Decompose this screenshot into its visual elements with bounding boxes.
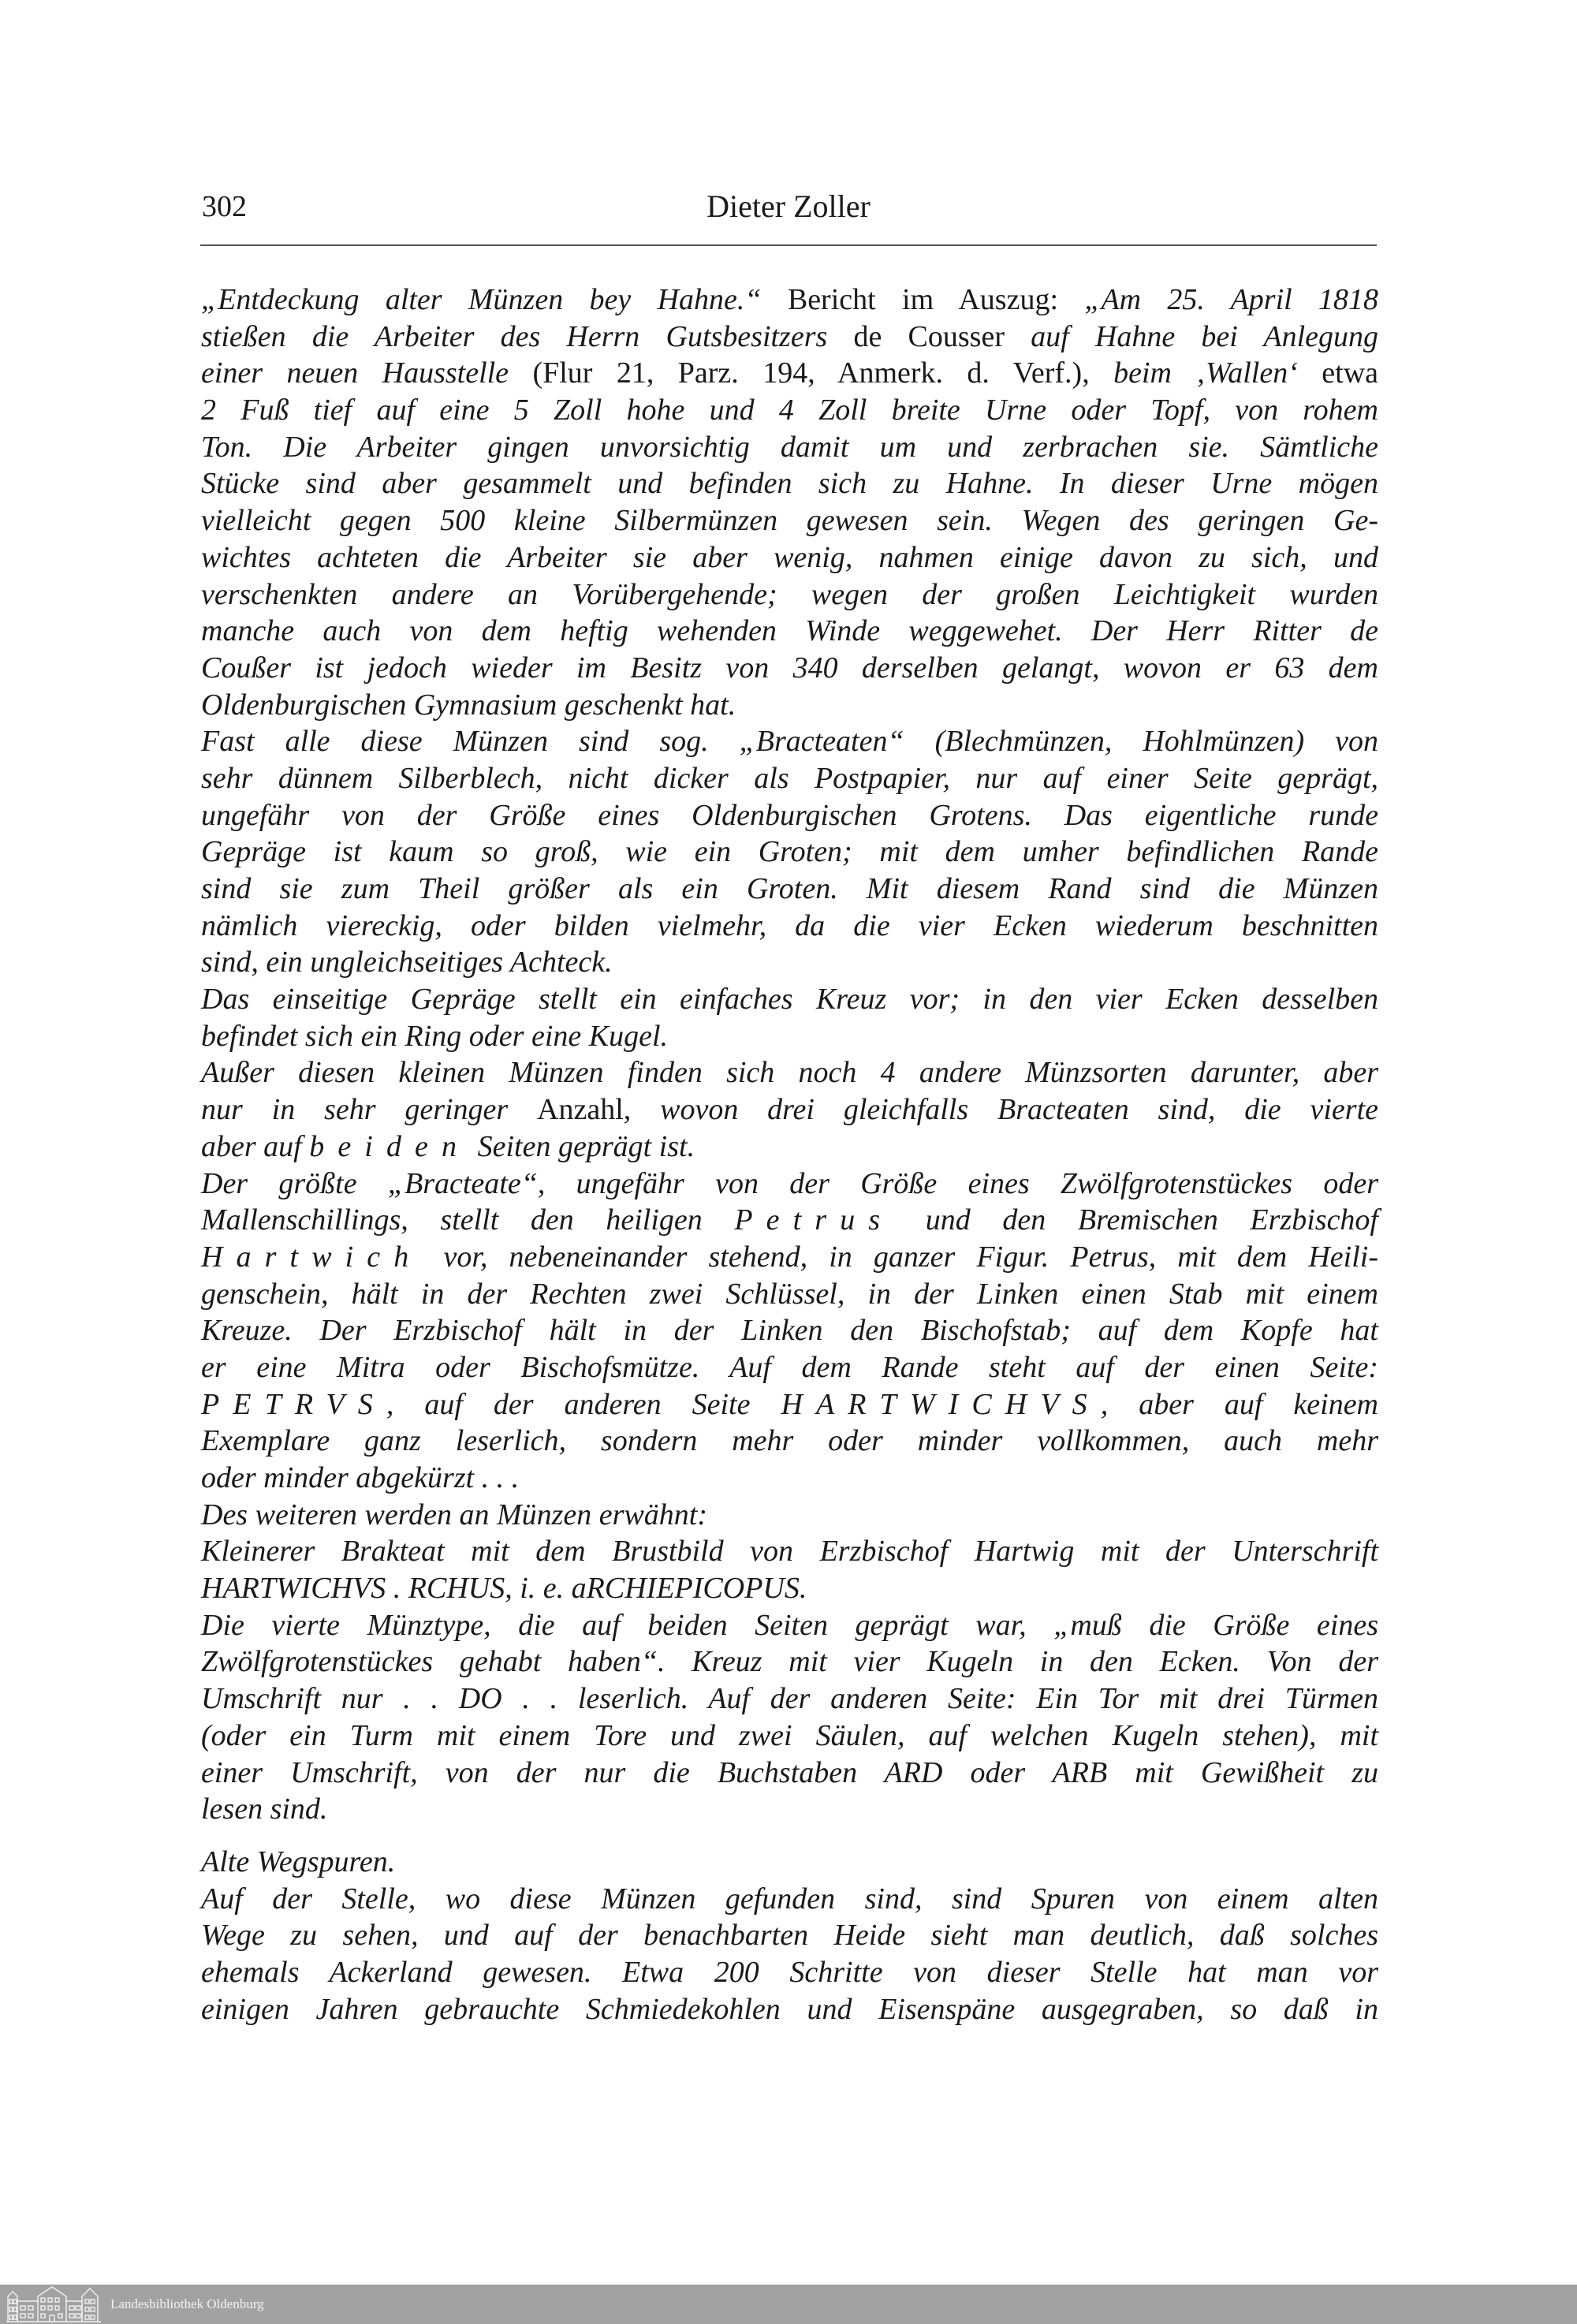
text-segment: Auf der Stelle, wo diese Münzen gefunden sind, sind Spuren von einem alten [201,1882,1378,1916]
text-segment: befindet sich ein Ring oder eine Kugel. [201,1019,669,1053]
text-line [201,1791,1378,1828]
footer-bar [0,2285,1577,2324]
text-line [201,1276,1378,1313]
text-segment: lesen sind. [201,1792,328,1826]
text-line [201,1460,1378,1497]
text-segment: sehr dünnem Silberblech, nicht dicker als Postpapier, nur auf einer Seite geprägt, [201,761,1378,795]
text-line [201,1954,1378,1991]
text-segment: stießen die Arbeiter des Herrn Gutsbesitzers [201,319,854,353]
text-segment: sind, ein ungleichseitiges Achteck. [201,946,613,979]
text-segment: auf Hahne bei Anlegung [1031,319,1378,353]
text-segment: ungefähr von der Größe eines Oldenburgischen Grotens. Das eigentliche runde [201,798,1378,832]
text-segment: „Entdeckung alter Münzen bey Hahne.“ [201,283,788,316]
library-name: Landesbibliothek Oldenburg [110,2296,264,2311]
body-text [201,282,1378,2027]
text-line [201,944,1378,981]
text-segment: einer Umschrift, von der nur die Buchstaben ARD oder ARB mit Gewißheit zu [201,1755,1378,1789]
text-segment: er eine Mitra oder Bischofsmütze. Auf dem Rande steht auf der einen Seite: [201,1350,1378,1384]
text-segment: Oldenburgischen Gymnasium geschenkt hat. [201,688,736,722]
text-segment: de Cousser [853,319,1031,353]
text-segment: Hartwich [201,1240,423,1274]
text-segment: sind sie zum Theil größer als ein Groten. Mit diesem Rand sind die Münzen [201,872,1378,905]
text-segment: , auf der anderen Seite [386,1387,781,1421]
text-line [201,576,1378,614]
text-segment: , wovon drei gleichfalls Bracteaten sind, die vierte [623,1093,1379,1127]
text-line [201,1917,1378,1954]
text-segment: etwa [1322,356,1378,390]
text-line [201,834,1378,871]
text-segment: , aber auf keinem [1100,1387,1378,1421]
text-segment: nämlich viereckig, oder bilden vielmehr, da die vier Ecken wiederum beschnitten [201,908,1378,942]
text-line [201,871,1378,908]
text-segment: HARTWICHVS . RCHUS, i. e. aRCHIEPICOPUS. [201,1572,807,1606]
text-line [201,981,1378,1018]
text-line [201,1239,1378,1276]
text-segment: Fast alle diese Münzen sind sog. „Bracteaten“ (Blechmünzen, Hohlmünzen) von [201,725,1378,759]
text-line [201,1681,1378,1718]
page-number: 302 [202,190,247,223]
text-segment: einigen Jahren gebrauchte Schmiedekohlen und Eisenspäne ausgegraben, so daß in [201,1992,1378,2026]
text-segment: nur in sehr geringer [201,1093,538,1127]
text-segment: Ton. Die Arbeiter gingen unvorsichtig damit um und zerbrachen sie. Sämtliche [201,430,1378,464]
text-segment: Kreuze. Der Erzbischof hält in der Linken den Bischofstab; auf dem Kopfe hat [201,1314,1378,1348]
text-segment: PETRVS [201,1387,386,1421]
text-segment: manche auch von dem heftig wehenden Winde weggewehet. Der Herr Ritter de [201,614,1378,648]
text-segment: genschein, hält in der Rechten zwei Schlüssel, in der Linken einen Stab mit einem [201,1277,1378,1311]
text-line [201,319,1378,356]
text-line [201,723,1378,760]
text-line [201,392,1378,429]
text-line [201,1755,1378,1792]
text-segment: Außer diesen kleinen Münzen finden sich noch 4 andere Münzsorten darunter, aber [201,1056,1378,1090]
text-segment: beiden [309,1129,471,1163]
text-segment: und den Bremischen Erzbischof [893,1203,1378,1237]
text-line [201,1128,1378,1166]
text-segment: Exemplare ganz leserlich, sondern mehr oder minder vollkommen, auch mehr [201,1424,1378,1458]
text-line [201,502,1378,539]
text-line [201,1091,1378,1128]
text-segment: Bericht im Auszug: [787,283,1085,316]
running-head: Dieter Zoller [706,188,871,224]
text-segment: Coußer ist jedoch wieder im Besitz von 340 derselben gelangt, wovon er 63 dem [201,651,1378,685]
text-line [201,1166,1378,1203]
text-line [201,539,1378,576]
text-segment: „Am 25. April 1818 [1084,283,1378,316]
text-segment: Anzahl [537,1093,624,1127]
text-segment: Zwölfgrotenstückes gehabt haben“. Kreuz mit vier Kugeln in den Ecken. Von der [201,1645,1378,1679]
text-segment: Gepräge ist kaum so groß, wie ein Groten; mit dem umher befindlichen Rande [201,835,1378,869]
text-segment: Stücke sind aber gesammelt und befinden sich zu Hahne. In dieser Urne mögen [201,467,1378,501]
text-line [201,1349,1378,1386]
text-line [201,282,1378,319]
text-segment: Seiten geprägt ist. [470,1129,695,1163]
text-segment: Wege zu sehen, und auf der benachbarten Heide sieht man deutlich, daß solches [201,1919,1378,1953]
text-line [201,1423,1378,1460]
text-line [201,1312,1378,1349]
text-line [201,465,1378,502]
text-line [201,1570,1378,1607]
text-segment: beim ‚Wallen‘ [1113,356,1322,390]
text-segment: (Flur 21, Parz. 194, Anmerk. d. Verf.), [532,356,1114,390]
text-line [201,429,1378,466]
text-line [201,1054,1378,1091]
main-lines [201,282,1378,1828]
section-gap [201,1828,1378,1844]
text-line [201,1202,1378,1239]
text-segment: Des weiteren werden an Münzen erwähnt: [201,1498,708,1531]
text-segment: einer neuen Hausstelle [201,356,533,390]
text-line [201,650,1378,687]
text-line [201,1881,1378,1918]
text-segment: wichtes achteten die Arbeiter sie aber wenig, nahmen einige davon zu sich, und [201,540,1378,574]
text-segment: aber auf [201,1129,310,1163]
section-lines [201,1881,1378,2028]
text-segment: Petrus [734,1203,894,1237]
text-line [201,1643,1378,1681]
text-line [201,687,1378,724]
text-line [201,1386,1378,1423]
text-segment: HARTWICHVS [781,1387,1101,1421]
text-line [201,355,1378,392]
header-rule [200,244,1377,246]
text-line [201,1991,1378,2028]
text-segment: 2 Fuß tief auf eine 5 Zoll hohe und 4 Zoll breite Urne oder Topf, von rohem [201,394,1378,427]
text-segment: Das einseitige Gepräge stellt ein einfaches Kreuz vor; in den vier Ecken desselben [201,983,1378,1017]
text-segment: (oder ein Turm mit einem Tore und zwei Säulen, auf welchen Kugeln stehen), mit [201,1718,1378,1752]
text-segment: Mallenschillings, stellt den heiligen [201,1203,735,1237]
text-line [201,1718,1378,1755]
text-segment: ehemals Ackerland gewesen. Etwa 200 Schritte von dieser Stelle hat man vor [201,1955,1378,1989]
text-segment: vor, nebeneinander stehend, in ganzer Figur. Petrus, mit dem Heili- [422,1240,1378,1274]
text-line [201,908,1378,945]
text-line [201,760,1378,797]
text-segment: Umschrift nur . . DO . . leserlich. Auf der anderen Seite: Ein Tor mit drei Türmen [201,1682,1378,1716]
text-segment: Der größte „Bracteate“, ungefähr von der Größe eines Zwölfgrotenstückes oder [201,1166,1378,1200]
text-segment: Kleinerer Brakteat mit dem Brustbild von Erzbischof Hartwig mit der Unterschrift [201,1535,1378,1569]
text-segment: oder minder abgekürzt . . . [201,1461,520,1494]
text-line [201,1497,1378,1534]
text-segment: Die vierte Münztype, die auf beiden Seiten geprägt war, „muß die Größe eines [201,1608,1378,1642]
library-building-icon [5,2285,103,2323]
text-segment: verschenkten andere an Vorübergehende; wegen der großen Leichtigkeit wurden [201,577,1378,611]
text-line [201,1607,1378,1644]
section-heading: Alte Wegspuren. [201,1845,396,1878]
text-line [201,1018,1378,1055]
text-line [201,613,1378,650]
text-segment: vielleicht gegen 500 kleine Silbermünzen gewesen sein. Wegen des geringen Ge- [201,504,1378,538]
text-line [201,1533,1378,1570]
text-line [201,797,1378,834]
